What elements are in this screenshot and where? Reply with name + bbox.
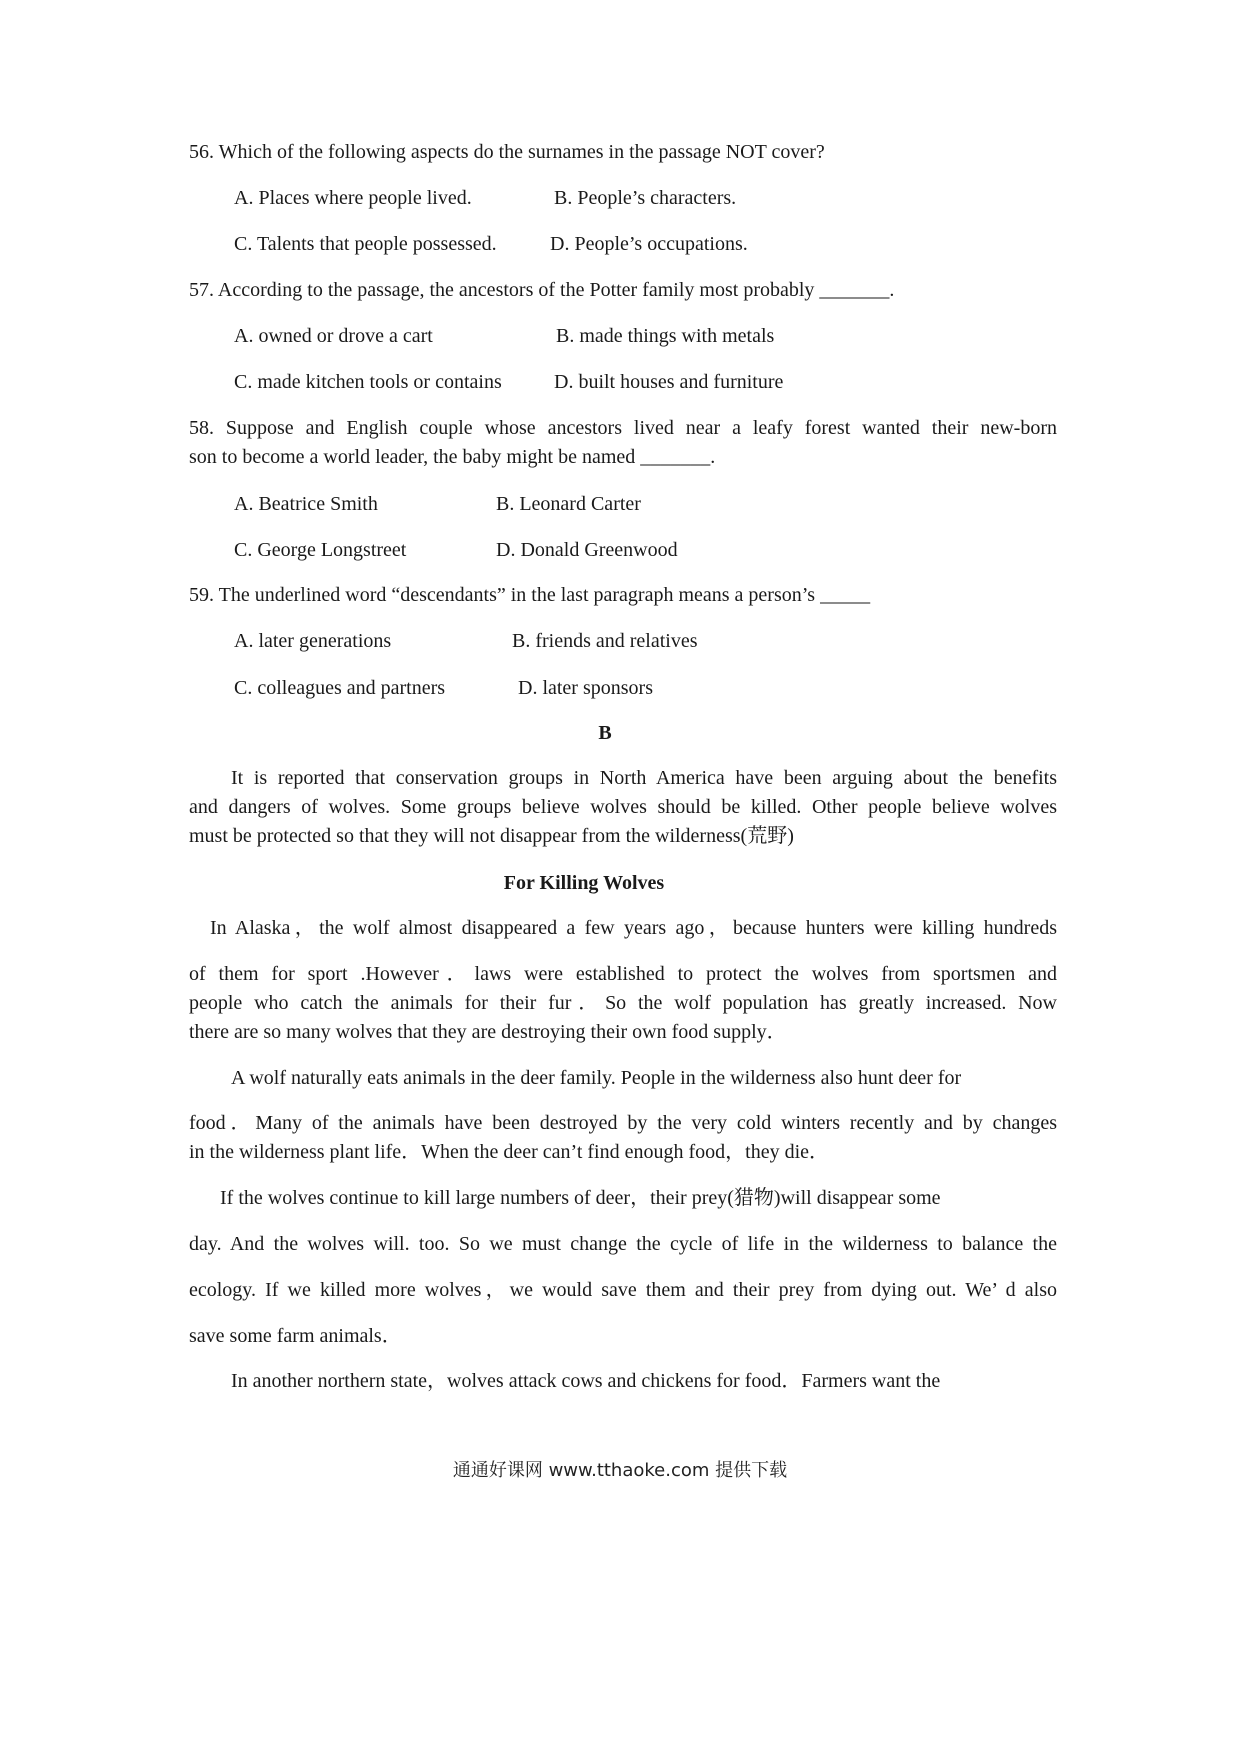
question-57-option-c: C. made kitchen tools or contains (234, 371, 502, 393)
intro-line-3: must be protected so that they will not disappear from the wilderness(荒野) (189, 825, 794, 847)
subheading-for-killing-wolves: For Killing Wolves (503, 872, 665, 894)
paragraph-3-line-1: If the wolves continue to kill large numbers of deer，their prey(猎物)will disappear some (220, 1187, 941, 1209)
intro-line-2: and dangers of wolves. Some groups believe wolves should be killed. Other people believe wolves (189, 796, 1057, 818)
paragraph-3-line-3: ecology. If we killed more wolves，we would save them and their prey from dying out. We’ d also (189, 1279, 1057, 1301)
question-56-option-c: C. Talents that people possessed. (234, 233, 497, 255)
section-b-heading: B (598, 722, 612, 744)
question-57-option-d: D. built houses and furniture (554, 371, 784, 393)
question-56-option-d: D. People’s occupations. (550, 233, 748, 255)
paragraph-4-line-1: In another northern state，wolves attack cows and chickens for food．Farmers want the (231, 1370, 941, 1392)
question-59-option-c: C. colleagues and partners (234, 677, 446, 699)
question-59-option-b: B. friends and relatives (512, 630, 698, 652)
question-59-option-a: A. later generations (234, 630, 392, 652)
paragraph-3-line-2: day. And the wolves will. too. So we must change the cycle of life in the wilderness to balance the (189, 1233, 1057, 1255)
question-58-option-d: D. Donald Greenwood (496, 539, 678, 561)
question-56-option-a: A. Places where people lived. (234, 187, 472, 209)
paragraph-1-line-2: of them for sport .However．laws were established to protect the wolves from sportsmen and (189, 963, 1057, 985)
paragraph-1-line-1: In Alaska，the wolf almost disappeared a few years ago，because hunters were killing hundreds (210, 917, 1057, 939)
question-58-option-c: C. George Longstreet (234, 539, 407, 561)
question-58-stem-line-2: son to become a world leader, the baby might be named _______. (189, 446, 716, 468)
paragraph-2-line-2: food．Many of the animals have been destroyed by the very cold winters recently and by changes (189, 1112, 1057, 1134)
question-56-option-b: B. People’s characters. (554, 187, 737, 209)
question-58-option-b: B. Leonard Carter (496, 493, 641, 515)
question-59-stem: 59. The underlined word “descendants” in the last paragraph means a person’s _____ (189, 584, 871, 606)
question-58-option-a: A. Beatrice Smith (234, 493, 378, 515)
paragraph-1-line-3: people who catch the animals for their fur．So the wolf population has greatly increased. Now (189, 992, 1057, 1014)
paragraph-2-line-3: in the wilderness plant life．When the deer can’t find enough food，they die． (189, 1141, 829, 1163)
question-59-option-d: D. later sponsors (518, 677, 653, 699)
paragraph-1-line-4: there are so many wolves that they are destroying their own food supply． (189, 1021, 787, 1043)
question-58-stem-line-1: 58. Suppose and English couple whose ancestors lived near a leafy forest wanted their new-born (189, 417, 1057, 439)
question-57-option-a: A. owned or drove a cart (234, 325, 433, 347)
footer-watermark: 通通好课网 www.tthaoke.com 提供下载 (452, 1460, 788, 1481)
intro-line-1: It is reported that conservation groups in North America have been arguing about the benefits (231, 767, 1057, 789)
question-57-option-b: B. made things with metals (556, 325, 775, 347)
question-56-stem: 56. Which of the following aspects do the surnames in the passage NOT cover? (189, 141, 825, 163)
question-57-stem: 57. According to the passage, the ancestors of the Potter family most probably _______. (189, 279, 895, 301)
paragraph-3-line-4: save some farm animals． (189, 1325, 402, 1347)
paragraph-2-line-1: A wolf naturally eats animals in the deer family. People in the wilderness also hunt deer for (231, 1067, 962, 1089)
